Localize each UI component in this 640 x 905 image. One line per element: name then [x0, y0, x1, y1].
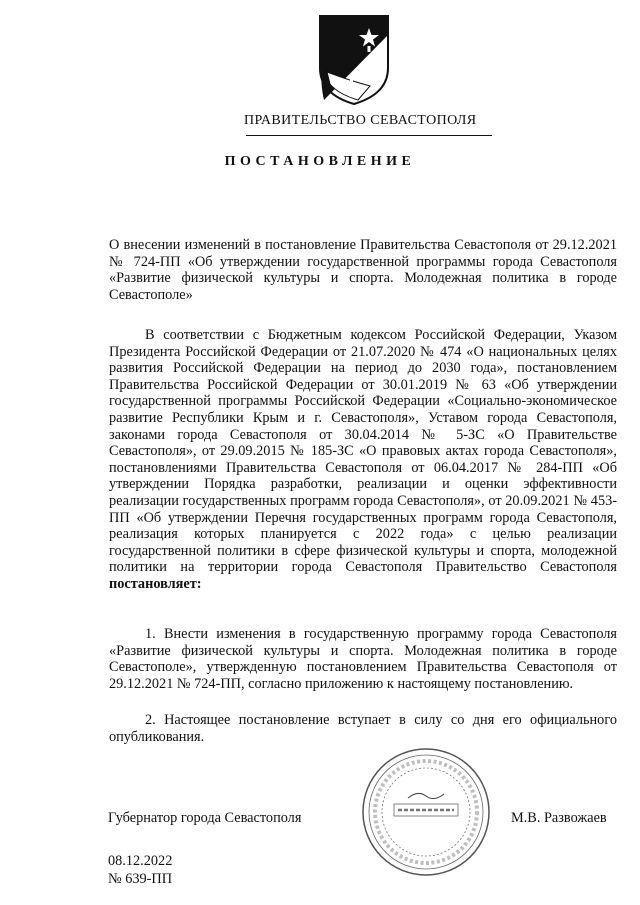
title-underline — [246, 135, 492, 136]
decree-number: № 639-ПП — [108, 871, 173, 887]
government-title: ПРАВИТЕЛЬСТВО СЕВАСТОПОЛЯ — [244, 113, 477, 128]
decree-date: 08.12.2022 — [108, 853, 173, 869]
preamble-paragraph — [109, 327, 617, 593]
sevastopol-coat-of-arms-icon — [318, 14, 390, 106]
decree-item-1: 1. Внести изменения в государственную программу города Севастополя «Развитие физической культуры и спорта. Молодежная политика в городе Севастополе», утвержденную постановлением Правительства Севастополя от 29.12.2021 № 724-ПП, согласно приложению к настоящему постановлению. — [109, 626, 617, 692]
decree-item-2: 2. Настоящее постановление вступает в силу со дня его официального опубликования. — [109, 712, 617, 745]
preamble-keyword: постановляет: — [109, 575, 202, 592]
decree-subject: О внесении изменений в постановление Правительства Севастополя от 29.12.2021 № 724-ПП «Об утверждении государственной программы города Севастополя «Развитие физической культуры и спорта. Молодежная политика в городе Севастополе» — [109, 237, 617, 303]
preamble-text: В соответствии с Бюджетным кодексом Российской Федерации, Указом Президента Российской Федерации от 21.07.2020 № 474 «О национальных целях развития Российской Федерации на период до 2030 года», постановлением Правительства Российской Федерации от 30.01.2019 № 63 «Об утверждении государственной программы Российской Федерации «Социально-экономическое развитие Республики Крым и г. Севастополя», Уставом города Севастополя, законами города Севастополя от 30.04.2014 № 5-ЗС «О Правительстве Севастополя», от 29.09.2015 № 185-ЗС «О правовых актах города Севастополя», постановлениями Правительства Севастополя от 06.04.2017 № 284-ПП «Об утверждении Порядка разработки, реализации и оценки эффективности реализации государственных программ города Севастополя», от 20.09.2021 № 453-ПП «Об утверждении Перечня государственных программ города Севастополя, реализация которых планируется с 2022 года» с целью реализации государственной политики в сфере физической культуры и спорта, молодежной политики на территории города Севастополя Правительство Севастополя — [109, 327, 617, 576]
official-round-seal-icon — [360, 746, 492, 878]
document-type-heading: ПОСТАНОВЛЕНИЕ — [224, 154, 416, 169]
signatory-position: Губернатор города Севастополя — [108, 810, 302, 826]
signatory-name: М.В. Развожаев — [511, 810, 607, 826]
